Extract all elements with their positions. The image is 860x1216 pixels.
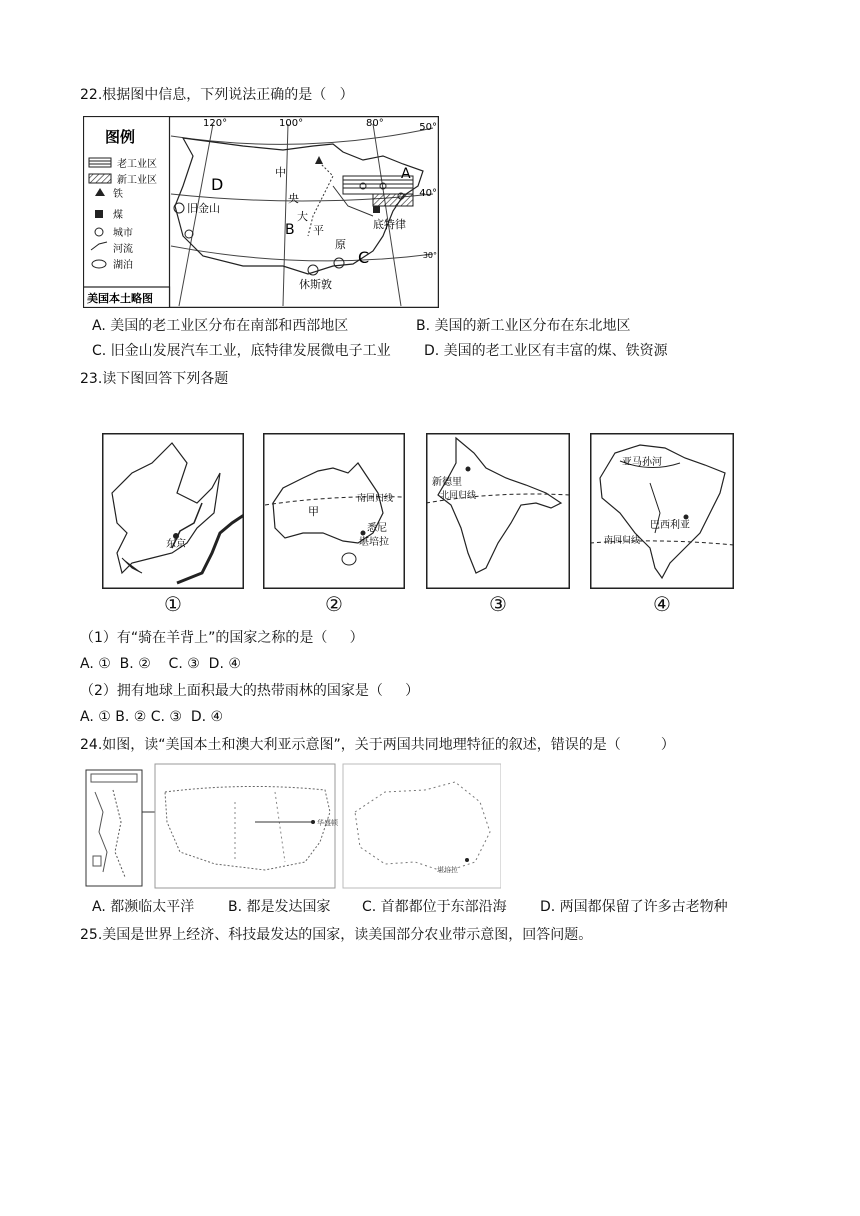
label-capricorn-au: 南回归线 [357,494,394,504]
label-capricorn-br: 南回归线 [604,536,641,546]
plain-char-3: 大 [297,210,308,223]
map-number-1: ① [164,592,182,616]
label-amazon: 亚马孙河 [622,457,662,468]
map-number-4: ④ [653,592,671,616]
legend-river: 河流 [113,244,133,255]
region-A: A [401,166,411,182]
legend-new-industry: 新工业区 [117,175,157,186]
label-brasilia: 巴西利亚 [650,520,690,531]
legend-city: 城市 [113,228,133,239]
lat-50: 50° [419,122,437,133]
legend-lake: 湖泊 [113,260,133,271]
map-number-3: ③ [489,592,507,616]
q24-option-d[interactable]: D. 两国都保留了许多古老物种 [540,899,728,915]
q24-figure [85,762,501,890]
label-canberra-q24: 堪培拉 [437,866,458,874]
legend-iron: 铁 [113,189,123,200]
plain-char-2: 央 [288,192,299,205]
plain-char-4: 平 [313,224,324,237]
q23-map-4 [590,433,734,589]
label-cancer: 北回归线 [440,491,477,501]
q23-sub1: （1）有“骑在羊背上”的国家之称的是（ ） [80,630,364,646]
plain-char-5: 原 [335,238,346,251]
label-canberra: 堪培拉 [359,537,389,548]
region-B: B [285,222,295,238]
city-houston: 休斯敦 [299,278,332,291]
q23-sub1-options[interactable]: A. ① B. ② C. ③ D. ④ [80,656,241,672]
map-number-2: ② [325,592,343,616]
city-detroit: 底特律 [373,218,406,231]
q25-stem: 25.美国是世界上经济、科技最发达的国家，读美国部分农业带示意图，回答问题。 [80,927,593,943]
label-tokyo: 东京 [166,539,186,550]
label-jia: 甲 [308,505,319,518]
q23-stem: 23.读下图回答下列各题 [80,371,229,387]
us-map-figure [83,116,439,308]
lat-40: 40° [419,188,437,199]
label-washington: 华盛顿 [317,819,338,827]
q23-map-1 [102,433,244,589]
lon-120: 120° [203,118,228,129]
lon-80: 80° [366,118,384,129]
label-sydney: 悉尼 [367,523,387,534]
q22-option-d[interactable]: D. 美国的老工业区有丰富的煤、铁资源 [424,343,668,359]
q23-sub2: （2）拥有地球上面积最大的热带雨林的国家是（ ） [80,683,420,699]
map-caption: 美国本土略图 [87,292,153,305]
q24-stem: 24.如图，读“美国本土和澳大利亚示意图”，关于两国共同地理特征的叙述，错误的是（ ） [80,737,675,753]
lat-30: 30° [422,251,437,260]
q23-sub2-options[interactable]: A. ① B. ② C. ③ D. ④ [80,709,224,725]
region-D: D [211,175,224,194]
q23-map-3 [426,433,570,589]
q23-map-2 [263,433,405,589]
city-sanfrancisco: 旧金山 [187,202,220,215]
q22-stem: 22.根据图中信息，下列说法正确的是（ ） [80,87,354,103]
plain-char-1: 中 [275,166,286,179]
legend-coal: 煤 [113,210,123,221]
q22-option-b[interactable]: B. 美国的新工业区分布在东北地区 [416,318,631,334]
label-newdelhi: 新德里 [432,477,462,488]
region-C: C [358,248,370,267]
q24-option-a[interactable]: A. 都濒临太平洋 [92,899,195,915]
lon-100: 100° [279,118,304,129]
q22-option-a[interactable]: A. 美国的老工业区分布在南部和西部地区 [92,318,349,334]
legend-old-industry: 老工业区 [117,159,157,170]
legend-title: 图例 [105,128,136,146]
q24-option-c[interactable]: C. 首都都位于东部沿海 [362,899,507,915]
q24-option-b[interactable]: B. 都是发达国家 [228,899,331,915]
q22-option-c[interactable]: C. 旧金山发展汽车工业，底特律发展微电子工业 [92,343,391,359]
